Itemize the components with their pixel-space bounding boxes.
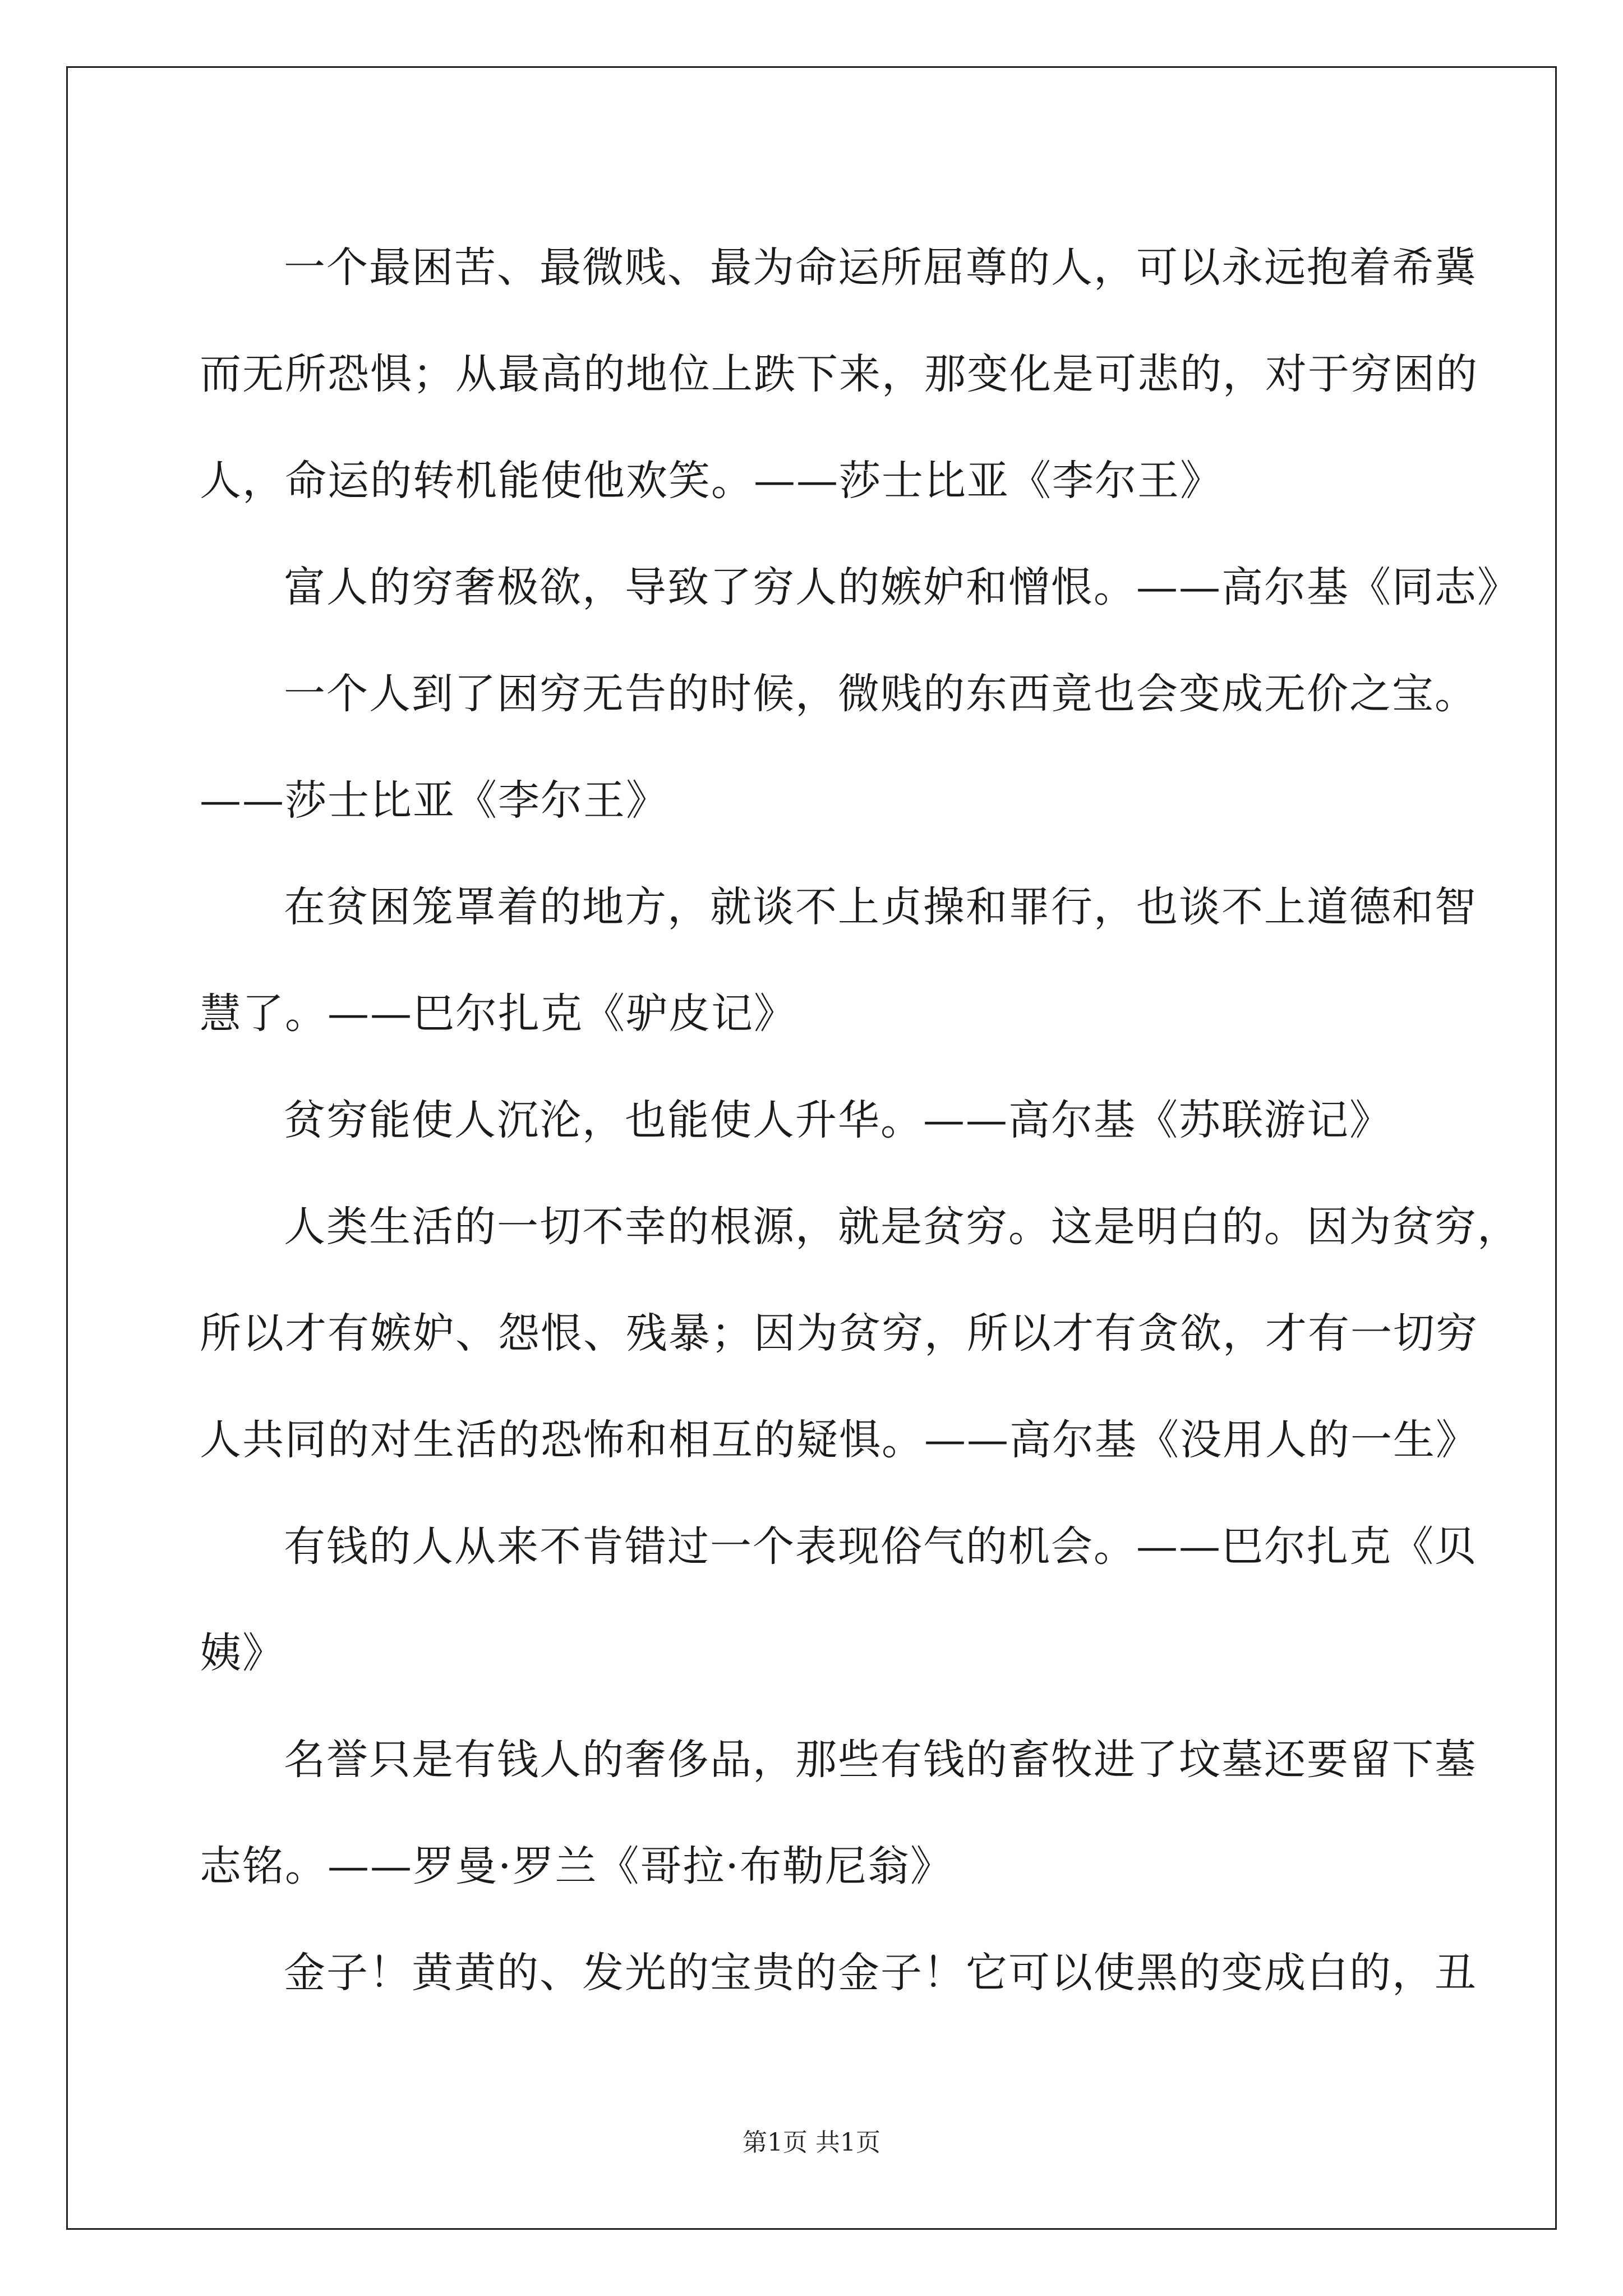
document-body [200,214,1520,2026]
text-line: 有钱的人从来不肯错过一个表现俗气的机会。——巴尔扎克《贝 [284,1522,1477,1571]
text-line: 人，命运的转机能使他欢笑。——莎士比亚《李尔王》 [200,457,1223,505]
text-line: 姨》 [200,1629,285,1677]
text-line: 慧了。——巴尔扎克《驴皮记》 [200,990,796,1038]
text-line: 在贫困笼罩着的地方，就谈不上贞操和罪行，也谈不上道德和智 [284,883,1477,931]
text-line: 志铭。——罗曼·罗兰《哥拉·布勒尼翁》 [200,1842,953,1890]
text-line: 富人的穷奢极欲，导致了穷人的嫉妒和憎恨。——高尔基《同志》 [284,563,1520,611]
text-line: 金子！黄黄的、发光的宝贵的金子！它可以使黑的变成白的，丑 [284,1949,1477,1997]
page-footer: 第1页 共1页 [743,2128,880,2157]
text-line: 贫穷能使人沉沦，也能使人升华。——高尔基《苏联游记》 [284,1096,1392,1144]
text-line: 一个人到了困穷无告的时候，微贱的东西竟也会变成无价之宝。 [284,670,1477,718]
text-line: 而无所恐惧；从最高的地位上跌下来，那变化是可悲的，对于穷困的 [200,350,1478,398]
text-line: ——莎士比亚《李尔王》 [200,776,668,825]
text-line: 一个最困苦、最微贱、最为命运所屈尊的人，可以永远抱着希冀 [284,243,1477,292]
text-line: 所以才有嫉妒、怨恨、残暴；因为贫穷，所以才有贪欲，才有一切穷 [200,1309,1478,1358]
text-line: 名誉只是有钱人的奢侈品，那些有钱的畜牧进了坟墓还要留下墓 [284,1736,1477,1784]
text-line: 人类生活的一切不幸的根源，就是贫穷。这是明白的。因为贫穷， [284,1203,1520,1251]
text-line: 人共同的对生活的恐怖和相互的疑惧。——高尔基《没用人的一生》 [200,1416,1478,1464]
